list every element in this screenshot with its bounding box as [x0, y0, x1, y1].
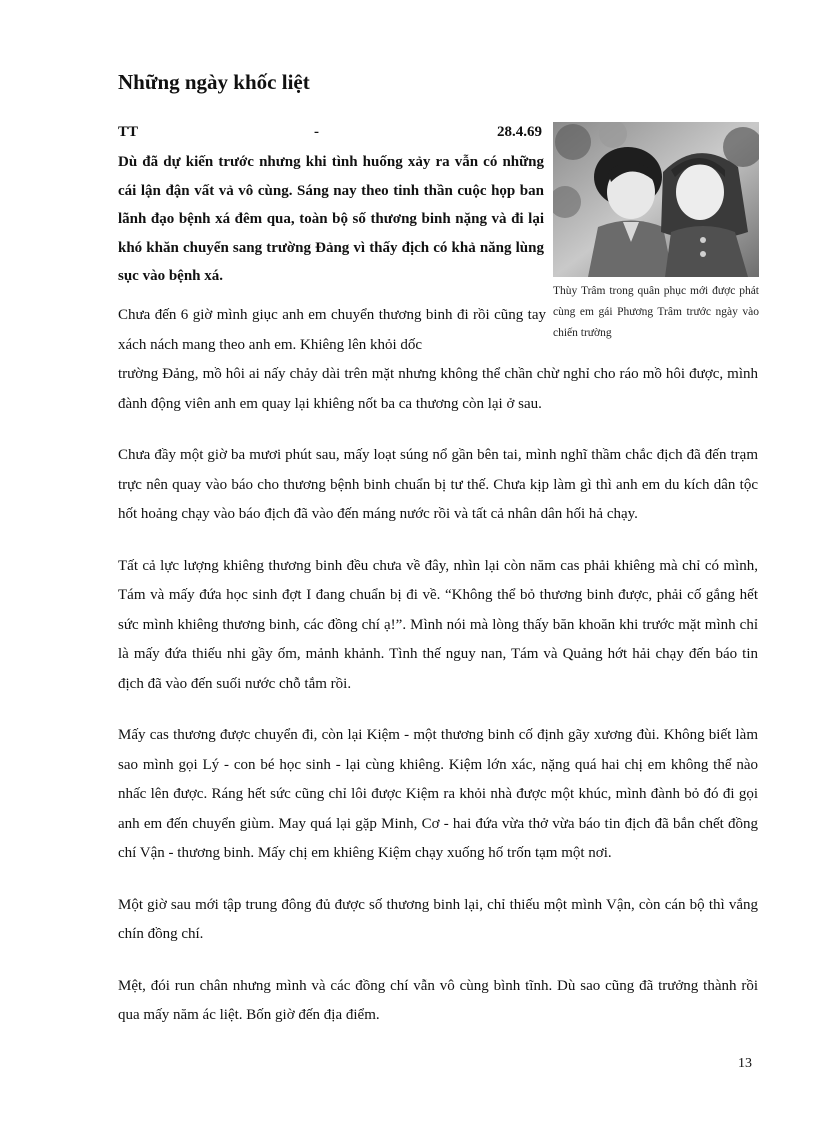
- paragraph-6: Mệt, đói run chân nhưng mình và các đồng chí vẫn vô cùng bình tĩnh. Dù sao cũng đã trưởng thành rồi qua mấy năm ác liệt. Bốn giờ đến địa điểm.: [118, 977, 758, 1023]
- paragraph-1-end: trường Đảng, mồ hôi ai nấy chảy dài trên mặt nhưng không thể chần chừ nghỉ cho ráo mồ hôi được, mình đành động viên anh em quay lại khiêng nốt ba ca thương còn lại ở sau.: [118, 366, 758, 412]
- page-number: 13: [738, 1056, 752, 1071]
- paragraph-3: Tất cả lực lượng khiêng thương binh đều chưa về đây, nhìn lại còn năm cas phải khiêng mà chỉ có mình, Tám và mấy đứa học sinh đợt I đang chuẩn bị đi về. “Không thể bỏ thương binh được, phải cố gắng hết sức mình khiêng thương binh, các đồng chí ạ!”. Mình nói mà lòng thấy băn khoăn khi trước mặt mình chỉ là mấy đứa thiếu nhi gầy ốm, mảnh khảnh. Tình thế nguy nan, Tám và Quảng hớt hải chạy đến báo tin địch đã vào đến suối nước chỗ tắm rồi.: [118, 557, 758, 692]
- paragraph-4: Mấy cas thương được chuyển đi, còn lại Kiệm - một thương binh cố định gãy xương đùi. Không biết làm sao mình gọi Lý - con bé học sinh - lại cùng khiêng. Kiệm lớn xác, nặng quá hai chị em không thể nào nhấc lên được. Ráng hết sức cũng chỉ lôi được Kiệm ra khỏi nhà được một khúc, mình đành bỏ đó đi gọi anh em đến chuyển giùm. May quá lại gặp Minh, Cơ - hai đứa vừa thở vừa báo tin địch đã bắn chết đồng chí Vận - thương binh. Mấy chị em khiêng Kiệm chạy xuống hố trốn tạm một nơi.: [118, 727, 758, 861]
- photo-image: [553, 122, 759, 277]
- entry-date: 28.4.69: [497, 124, 542, 140]
- lead-paragraph: Dù đã dự kiến trước nhưng khi tình huống xảy ra vẫn có những cái lận đận vất vả vô cùng. Sáng nay theo tinh thần cuộc họp ban lãnh đạo bệnh xá đêm qua, toàn bộ số thương binh nặng và đi lại khó khăn chuyển sang trường Đảng vì thấy địch có khả năng lùng sục vào bệnh xá.: [118, 154, 544, 284]
- body-text: [118, 301, 758, 1053]
- diary-entry-header: [118, 121, 542, 147]
- paragraph-1-start: Chưa đến 6 giờ mình giục anh em chuyển thương binh đi rồi cũng tay xách nách mang theo anh em. Khiêng lên khỏi dốc: [118, 307, 546, 353]
- entry-author: TT: [118, 124, 139, 140]
- paragraph-5: Một giờ sau mới tập trung đông đủ được số thương binh lại, chỉ thiếu một mình Vận, còn cán bộ thì vắng chín đồng chí.: [118, 896, 758, 942]
- photo-caption: Thùy Trâm trong quân phục mới được phát cùng em gái Phương Trâm trước ngày vào chiến trường: [553, 285, 759, 339]
- chapter-title: Những ngày khốc liệt: [118, 70, 310, 94]
- paragraph-2: Chưa đầy một giờ ba mươi phút sau, mấy loạt súng nổ gần bên tai, mình nghĩ thầm chắc địch đã đến trạm trực nên quay vào báo cho thương bệnh binh chuẩn bị tư thế. Chưa kịp làm gì thì anh em du kích dân tộc hốt hoảng chạy vào báo địch đã vào đến máng nước rồi và tất cả nhân dân hối hả chạy.: [118, 447, 758, 522]
- entry-separator: -: [314, 124, 319, 140]
